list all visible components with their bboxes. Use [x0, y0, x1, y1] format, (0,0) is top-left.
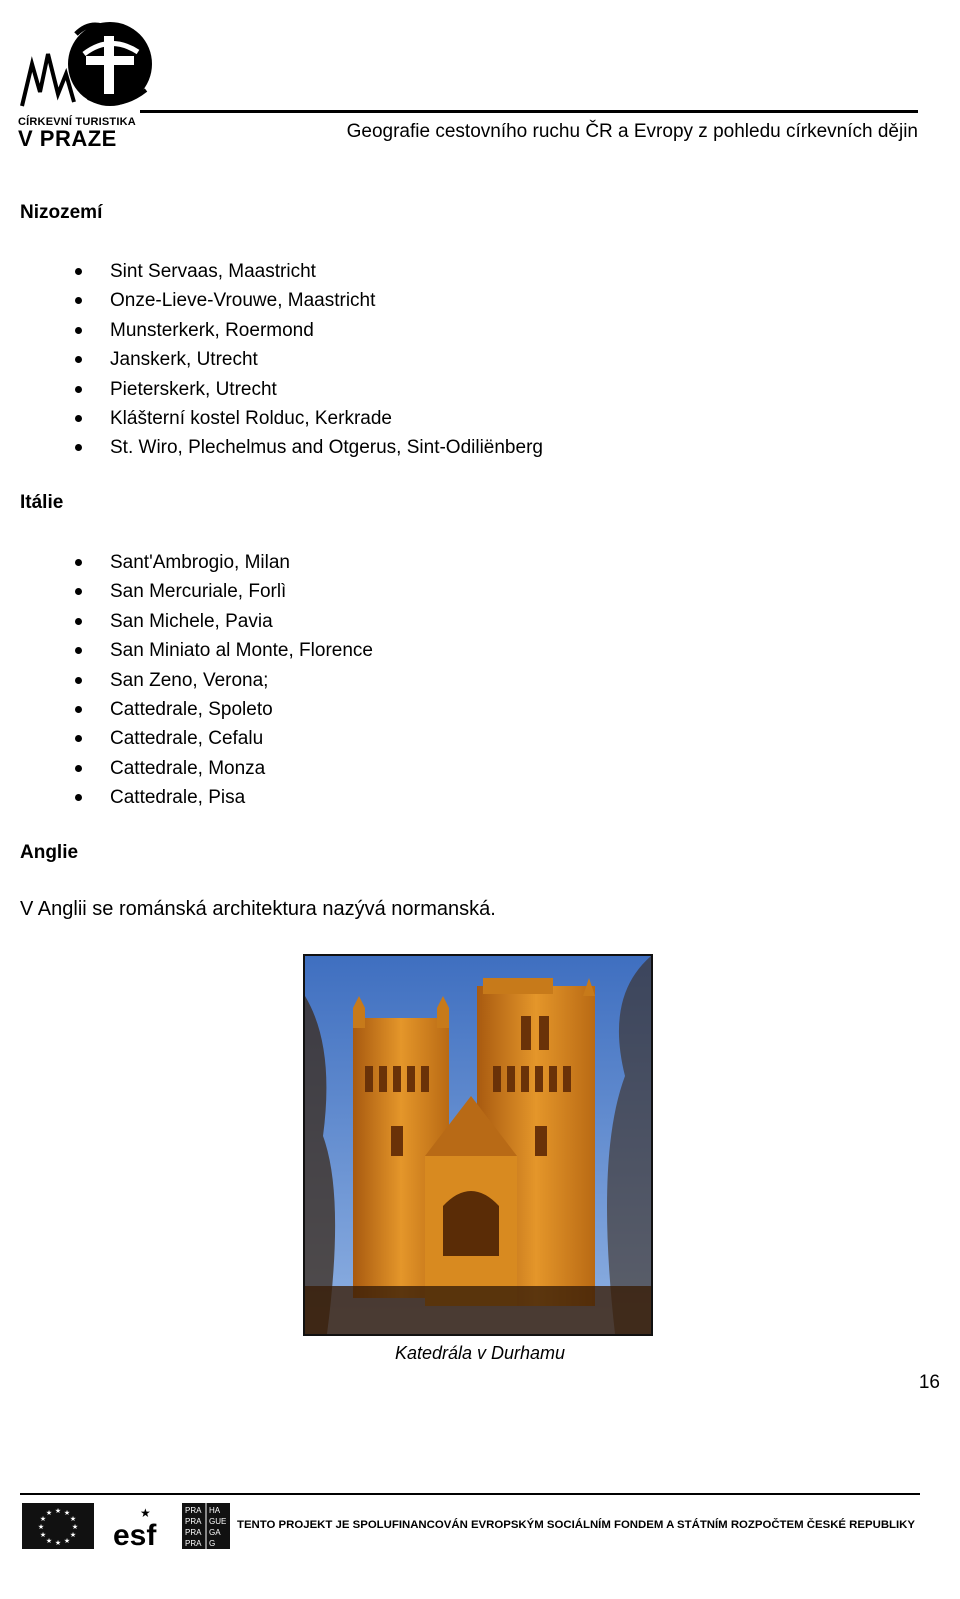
- list-item-text: San Michele, Pavia: [110, 610, 273, 632]
- bullet-icon: [75, 559, 82, 566]
- bullet-icon: [75, 327, 82, 334]
- svg-text:★: ★: [45, 1509, 53, 1517]
- bullet-icon: [75, 618, 82, 625]
- bullet-icon: [75, 268, 82, 275]
- england-paragraph: V Anglii se románská architektura nazývá normanská.: [20, 898, 496, 920]
- section-heading-england: Anglie: [20, 842, 79, 863]
- section-heading-netherlands: Nizozemí: [20, 202, 103, 223]
- list-item-text: Cattedrale, Cefalu: [110, 728, 264, 750]
- list-item-text: San Miniato al Monte, Florence: [110, 640, 373, 662]
- list-item-text: Pieterskerk, Utrecht: [110, 378, 277, 400]
- organization-logo: [18, 14, 158, 149]
- bullet-icon: [75, 415, 82, 422]
- list-item: [0, 607, 373, 636]
- praha-logo-text: G: [209, 1539, 216, 1548]
- svg-text:★: ★: [71, 1523, 79, 1531]
- bullet-icon: [75, 588, 82, 595]
- svg-text:★: ★: [69, 1515, 77, 1523]
- list-item-text: Cattedrale, Pisa: [110, 787, 246, 809]
- list-item: [0, 577, 373, 606]
- bullet-icon: [75, 297, 82, 304]
- list-item: [0, 548, 373, 577]
- list-item: [0, 724, 373, 753]
- list-item-text: Klášterní kostel Rolduc, Kerkrade: [110, 408, 392, 430]
- esf-logo-text: esf: [113, 1519, 157, 1549]
- header-divider: [140, 110, 918, 113]
- bullet-icon: [75, 386, 82, 393]
- svg-text:★: ★: [69, 1531, 77, 1539]
- svg-text:★: ★: [39, 1531, 47, 1539]
- praha-logo-text: PRA: [185, 1528, 202, 1537]
- list-item: [0, 404, 543, 433]
- praha-logo: [182, 1503, 230, 1549]
- svg-text:★: ★: [39, 1515, 47, 1523]
- praha-logo-text: PRA: [185, 1517, 202, 1526]
- svg-text:★: ★: [140, 1506, 151, 1520]
- bullet-icon: [75, 706, 82, 713]
- list-item-text: Sint Servaas, Maastricht: [110, 261, 316, 282]
- list-item-text: Onze-Lieve-Vrouwe, Maastricht: [110, 290, 376, 312]
- eu-flag-icon: [22, 1503, 94, 1549]
- svg-text:★: ★: [63, 1509, 71, 1517]
- cathedral-image-icon: [305, 956, 651, 1334]
- bullet-icon: [75, 735, 82, 742]
- svg-text:★: ★: [45, 1537, 53, 1545]
- praha-logo-text: PRA: [185, 1506, 202, 1515]
- list-item: [0, 345, 543, 374]
- praha-logo-text: GUE: [209, 1517, 227, 1526]
- photo-caption: Katedrála v Durhamu: [394, 1343, 566, 1363]
- list-item: [0, 433, 543, 462]
- bullet-icon: [75, 647, 82, 654]
- list-item-text: St. Wiro, Plechelmus and Otgerus, Sint-Odiliënberg: [110, 437, 543, 459]
- bullet-icon: [75, 444, 82, 451]
- durham-cathedral-photo: [303, 954, 653, 1336]
- list-item-text: Munsterkerk, Roermond: [110, 319, 314, 341]
- page-number: 16: [918, 1372, 940, 1393]
- list-item-text: Cattedrale, Monza: [110, 757, 266, 779]
- bullet-icon: [75, 794, 82, 801]
- bullet-icon: [75, 356, 82, 363]
- church-tourism-logo-icon: [18, 14, 158, 114]
- list-item-text: Janskerk, Utrecht: [110, 349, 258, 371]
- list-item: [0, 754, 373, 783]
- header-title: Geografie cestovního ruchu ČR a Evropy z pohledu církevních dějin: [346, 121, 918, 142]
- list-item: [0, 783, 373, 812]
- section-heading-italy: Itálie: [20, 492, 64, 513]
- list-item-text: San Mercuriale, Forlì: [110, 581, 287, 603]
- bullet-icon: [75, 765, 82, 772]
- list-item: [0, 375, 543, 404]
- footer-funding-text: TENTO PROJEKT JE SPOLUFINANCOVÁN EVROPSKÝM SOCIÁLNÍM FONDEM A STÁTNÍM ROZPOČTEM ČESKÉ REPUBLIKY: [237, 1519, 915, 1531]
- list-item-text: Cattedrale, Spoleto: [110, 699, 273, 721]
- svg-text:★: ★: [54, 1507, 62, 1515]
- bullet-icon: [75, 677, 82, 684]
- list-item: [0, 695, 373, 724]
- svg-text:★: ★: [54, 1539, 62, 1547]
- list-item: [0, 257, 543, 286]
- list-italy: [0, 548, 373, 813]
- list-netherlands: [0, 257, 543, 463]
- logo-text-line2: V PRAZE: [18, 126, 117, 151]
- logo-text-line1: CÍRKEVNÍ TURISTIKA: [18, 116, 136, 128]
- list-item: [0, 286, 543, 315]
- footer-divider: [20, 1493, 920, 1495]
- praha-logo-text: PRA: [185, 1539, 202, 1548]
- page-header: [0, 0, 960, 170]
- esf-logo: [112, 1503, 172, 1549]
- list-item: [0, 666, 373, 695]
- list-item: [0, 316, 543, 345]
- list-item: [0, 636, 373, 665]
- list-item-text: San Zeno, Verona;: [110, 669, 269, 691]
- praha-logo-text: GA: [209, 1528, 221, 1537]
- praha-logo-text: HA: [209, 1506, 221, 1515]
- svg-text:★: ★: [63, 1537, 71, 1545]
- list-item-text: Sant'Ambrogio, Milan: [110, 552, 290, 573]
- svg-text:★: ★: [37, 1523, 45, 1531]
